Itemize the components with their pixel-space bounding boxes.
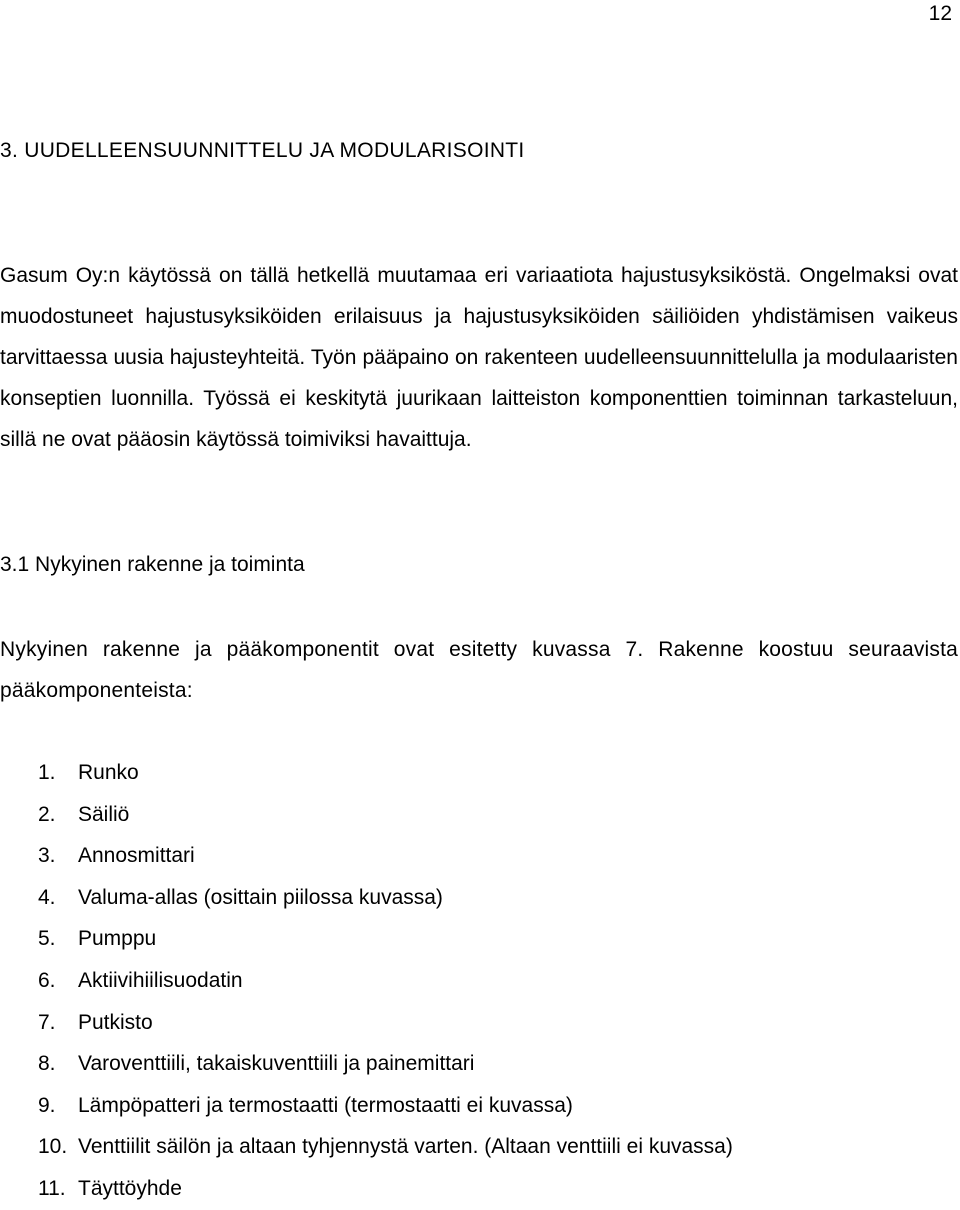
list-item xyxy=(0,752,733,794)
list-item-number: 6. xyxy=(38,968,56,992)
list-item xyxy=(0,1002,733,1044)
list-item-text: Varoventtiili, takaiskuventtiili ja painemittari xyxy=(78,1052,475,1076)
list-item-number: 5. xyxy=(38,927,56,951)
list-item-number: 8. xyxy=(38,1052,56,1076)
component-list xyxy=(0,752,733,1210)
list-item-text: Valuma-allas (osittain piilossa kuvassa) xyxy=(78,885,443,909)
list-item xyxy=(0,1085,733,1127)
list-item-number: 10. xyxy=(38,1135,68,1159)
section-intro-paragraph: Nykyinen rakenne ja pääkomponentit ovat esitetty kuvassa 7. Rakenne koostuu seuraavista pääkomponenteista: xyxy=(0,638,958,702)
list-item xyxy=(0,918,733,960)
chapter-title: 3. UUDELLEENSUUNNITTELU JA MODULARISOINTI xyxy=(0,139,525,162)
list-item-text: Venttiilit säilön ja altaan tyhjennystä varten. (Altaan venttiili ei kuvassa) xyxy=(78,1135,733,1159)
list-item xyxy=(0,1126,733,1168)
list-item-number: 2. xyxy=(38,802,56,826)
list-item-text: Runko xyxy=(78,761,139,784)
list-item-number: 9. xyxy=(38,1093,56,1117)
list-item-number: 3. xyxy=(38,844,56,868)
list-item xyxy=(0,877,733,919)
chapter-intro-paragraph: Gasum Oy:n käytössä on tällä hetkellä muutamaa eri variaatiota hajustusyksiköstä. Ongelmaksi ovat muodostuneet hajustusyksiköiden erilaisuus ja hajustusyksiköiden säiliöiden yhdistämisen vaikeus tarvittaessa uusia hajusteyhteitä. Työn pääpaino on rakenteen uudelleensuunnittelulla ja modulaaristen konseptien luonnilla. Työssä ei keskitytä juurikaan laitteiston komponenttien toiminnan tarkasteluun, sillä ne ovat pääosin käytössä toimiviksi havaittuja. xyxy=(0,264,958,451)
list-item xyxy=(0,1043,733,1085)
page-number: 12 xyxy=(928,2,952,25)
list-item-text: Lämpöpatteri ja termostaatti (termostaatti ei kuvassa) xyxy=(78,1093,573,1117)
list-item-text: Säiliö xyxy=(78,802,130,826)
list-item-text: Aktiivihiilisuodatin xyxy=(78,968,243,992)
list-item-number: 7. xyxy=(38,1010,56,1034)
list-item-number: 11. xyxy=(38,1176,66,1200)
list-item-text: Pumppu xyxy=(78,927,157,951)
list-item-text: Putkisto xyxy=(78,1010,153,1034)
list-item-number: 4. xyxy=(38,885,56,909)
list-item-text: Täyttöyhde xyxy=(78,1176,182,1200)
list-item xyxy=(0,794,733,836)
list-item xyxy=(0,835,733,877)
list-item xyxy=(0,1168,733,1210)
list-item-text: Annosmittari xyxy=(78,844,195,868)
list-item-number: 1. xyxy=(38,761,56,784)
section-title: 3.1 Nykyinen rakenne ja toiminta xyxy=(0,553,305,576)
list-item xyxy=(0,960,733,1002)
